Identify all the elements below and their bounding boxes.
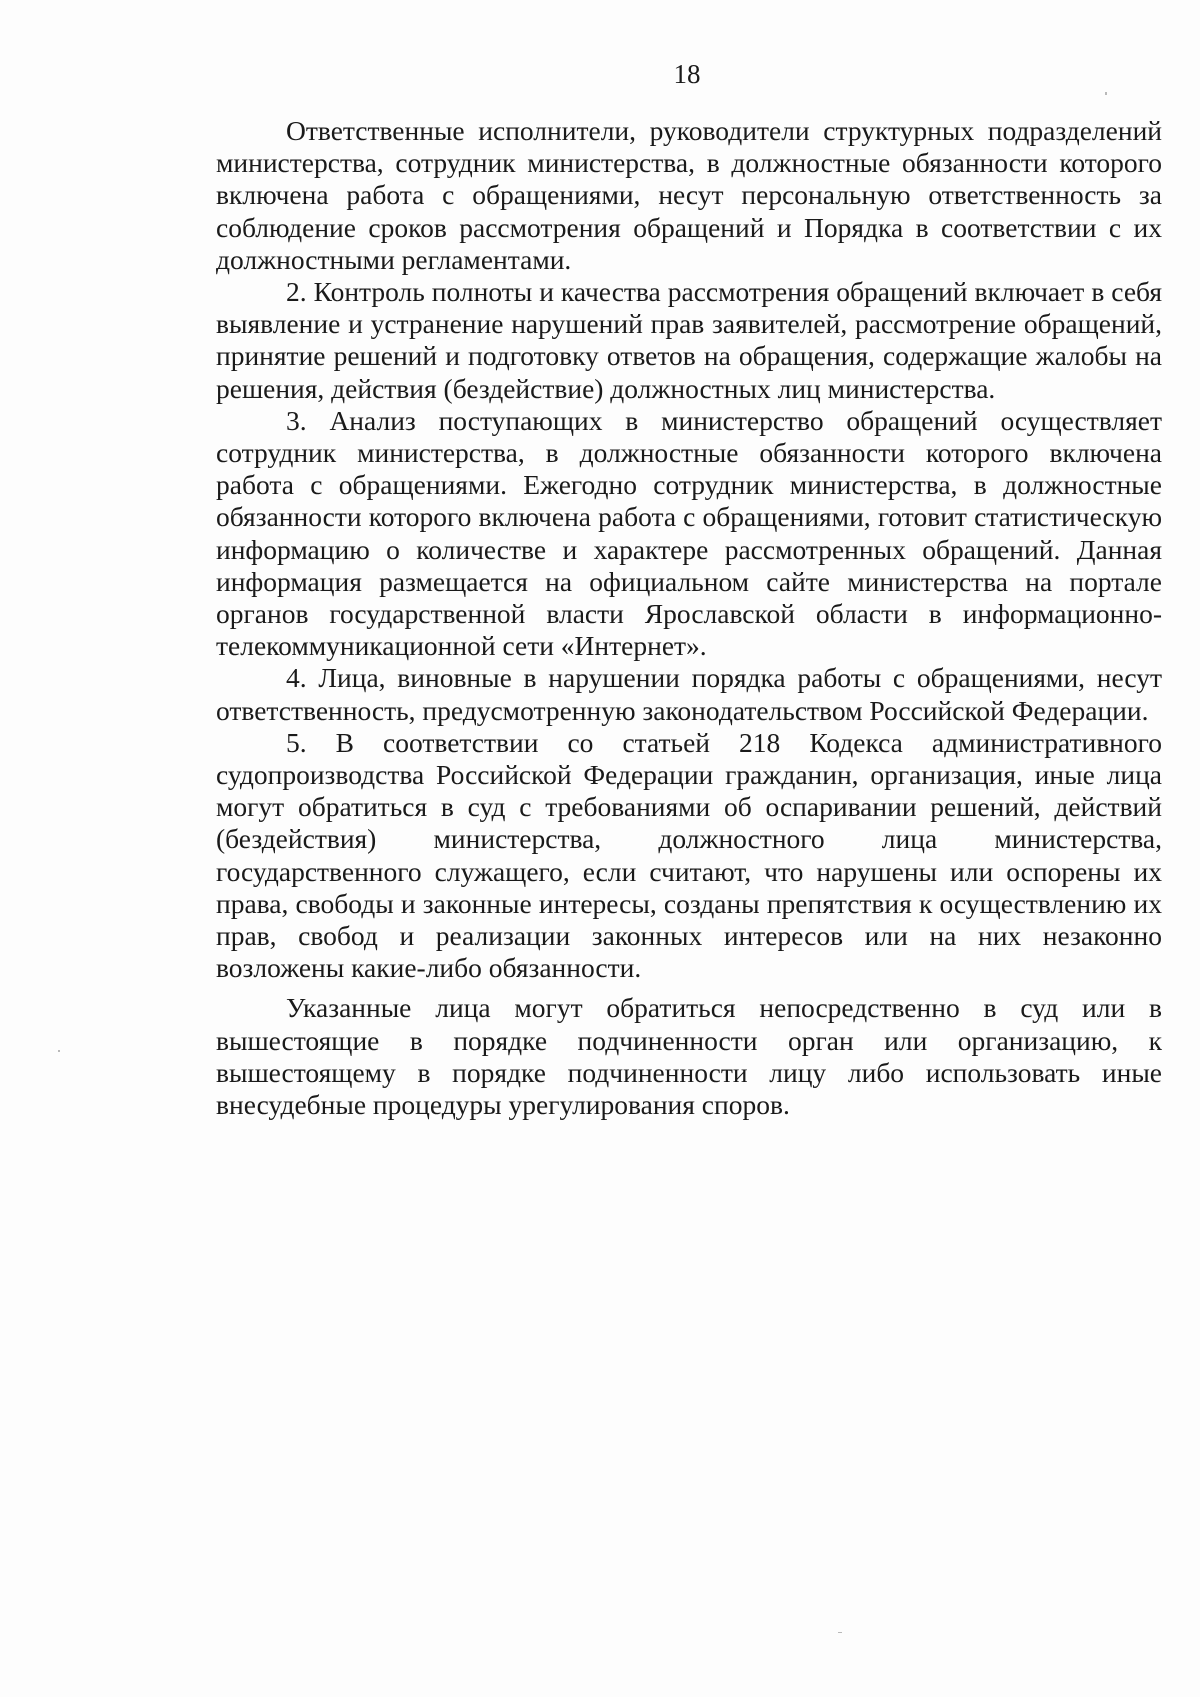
scan-speck <box>1105 92 1107 95</box>
paragraph-liability: 4. Лица, виновные в нарушении порядка работы с обращениями, несут ответственность, предусмотренную законодательством Российской Федерации. <box>216 662 1162 726</box>
scan-speck <box>838 1632 842 1633</box>
paragraph-alternative-procedures: Указанные лица могут обратиться непосредственно в суд или в вышестоящие в порядке подчиненности орган или организацию, к вышестоящему в порядке подчиненности лицу либо использовать иные внесудебные процедуры урегулирования споров. <box>216 992 1162 1121</box>
document-body <box>216 115 1162 1121</box>
paragraph-control: 2. Контроль полноты и качества рассмотрения обращений включает в себя выявление и устранение нарушений прав заявителей, рассмотрение обращений, принятие решений и подготовку ответов на обращения, содержащие жалобы на решения, действия (бездействие) должностных лиц министерства. <box>216 276 1162 404</box>
paragraph-responsibility: Ответственные исполнители, руководители структурных подразделений министерства, сотрудник министерства, в должностные обязанности которого включена работа с обращениями, несут персональную ответственность за соблюдение сроков рассмотрения обращений и Порядка в соответствии с их должностными регламентами. <box>216 115 1162 275</box>
paragraph-court-appeal: 5. В соответствии со статьей 218 Кодекса административного судопроизводства Российской Федерации гражданин, организация, иные лица могут обратиться в суд с требованиями об оспаривании решений, действий (бездействия) министерства, должностного лица министерства, государственного служащего, если считают, что нарушены или оспорены их права, свободы и законные интересы, созданы препятствия к осуществлению их прав, свобод и реализации законных интересов или на них незаконно возложены какие-либо обязанности. <box>216 726 1162 984</box>
page-number: 18 <box>673 59 701 89</box>
scan-speck <box>58 1050 60 1052</box>
paragraph-analysis: 3. Анализ поступающих в министерство обращений осуществляет сотрудник министерства, в должностные обязанности которого включена работа с обращениями. Ежегодно сотрудник министерства, в должностные обязанности которого включена работа с обращениями, готовит статистическую информацию о количестве и характере рассмотренных обращений. Данная информация размещается на официальном сайте министерства на портале органов государственной власти Ярославской области в информационно-телекоммуникационной сети «Интернет». <box>216 404 1162 662</box>
